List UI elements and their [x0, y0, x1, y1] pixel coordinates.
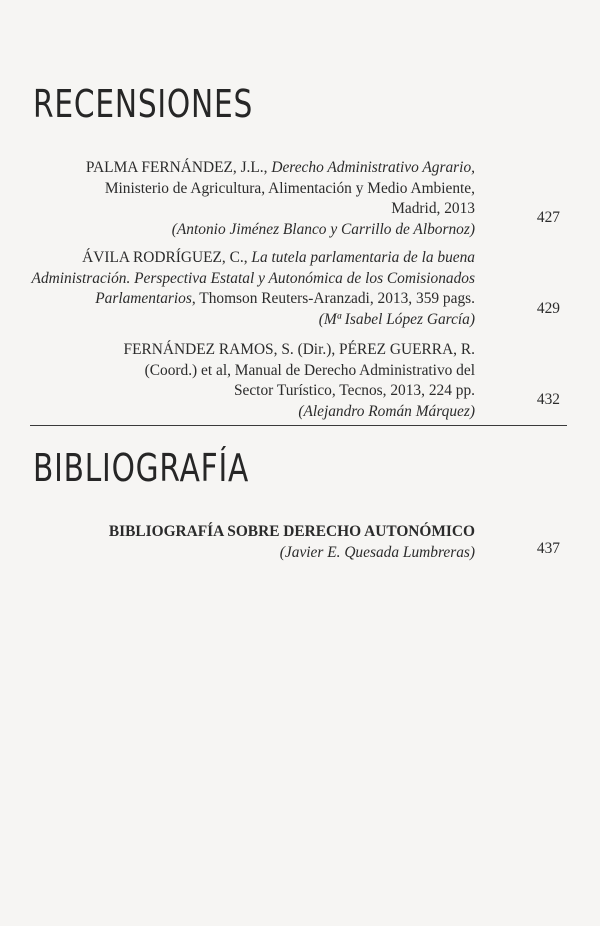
entry-line: FERNÁNDEZ RAMOS, S. (Dir.), PÉREZ GUERRA, R. [123, 341, 475, 358]
entry-line [5, 289, 475, 310]
entry-line: Madrid, 2013 [391, 200, 475, 217]
page-number: 429 [536, 300, 560, 317]
bibliography-entry [5, 522, 475, 563]
review-entry [5, 248, 475, 330]
entry-work-title: Parlamentarios [95, 290, 192, 307]
entry-line: (Coord.) et al, Manual de Derecho Administrativo del [144, 361, 475, 379]
page-number: 432 [536, 391, 560, 408]
entry-reviewer: (Antonio Jiménez Blanco y Carrillo de Albornoz) [171, 220, 475, 238]
entry-line: Administración. Perspectiva Estatal y Autonómica de los Comisionados [31, 269, 475, 287]
entry-line: Sector Turístico, Tecnos, 2013, 224 pp. [233, 382, 475, 399]
entry-work-title: Derecho Administrativo Agrario, [271, 159, 475, 176]
entry-publisher: , Thomson Reuters-Aranzadi, 2013, 359 pags. [191, 290, 475, 307]
section-title-recensiones: RECENSIONES [33, 82, 254, 126]
page-number: 437 [536, 540, 560, 557]
review-entry [5, 158, 475, 240]
page-number: 427 [536, 209, 560, 226]
bibliography-heading: BIBLIOGRAFÍA SOBRE DERECHO AUTONÓMICO [108, 523, 475, 540]
entry-author: ÁVILA RODRÍGUEZ, C., [82, 249, 252, 266]
entry-work-title: La tutela parlamentaria de la buena [251, 249, 475, 266]
section-title-bibliografia: BIBLIOGRAFÍA [33, 446, 250, 490]
entry-line [5, 248, 475, 269]
entry-author: PALMA FERNÁNDEZ, J.L., [85, 159, 272, 176]
entry-reviewer: (Alejandro Román Márquez) [298, 402, 475, 420]
section-divider [30, 425, 567, 426]
entry-line: Ministerio de Agricultura, Alimentación y Medio Ambiente, [104, 179, 475, 197]
entry-line [5, 158, 475, 179]
review-entry [5, 340, 475, 422]
bibliography-author: (Javier E. Quesada Lumbreras) [279, 543, 475, 561]
entry-reviewer: (Mª Isabel López García) [318, 310, 475, 328]
